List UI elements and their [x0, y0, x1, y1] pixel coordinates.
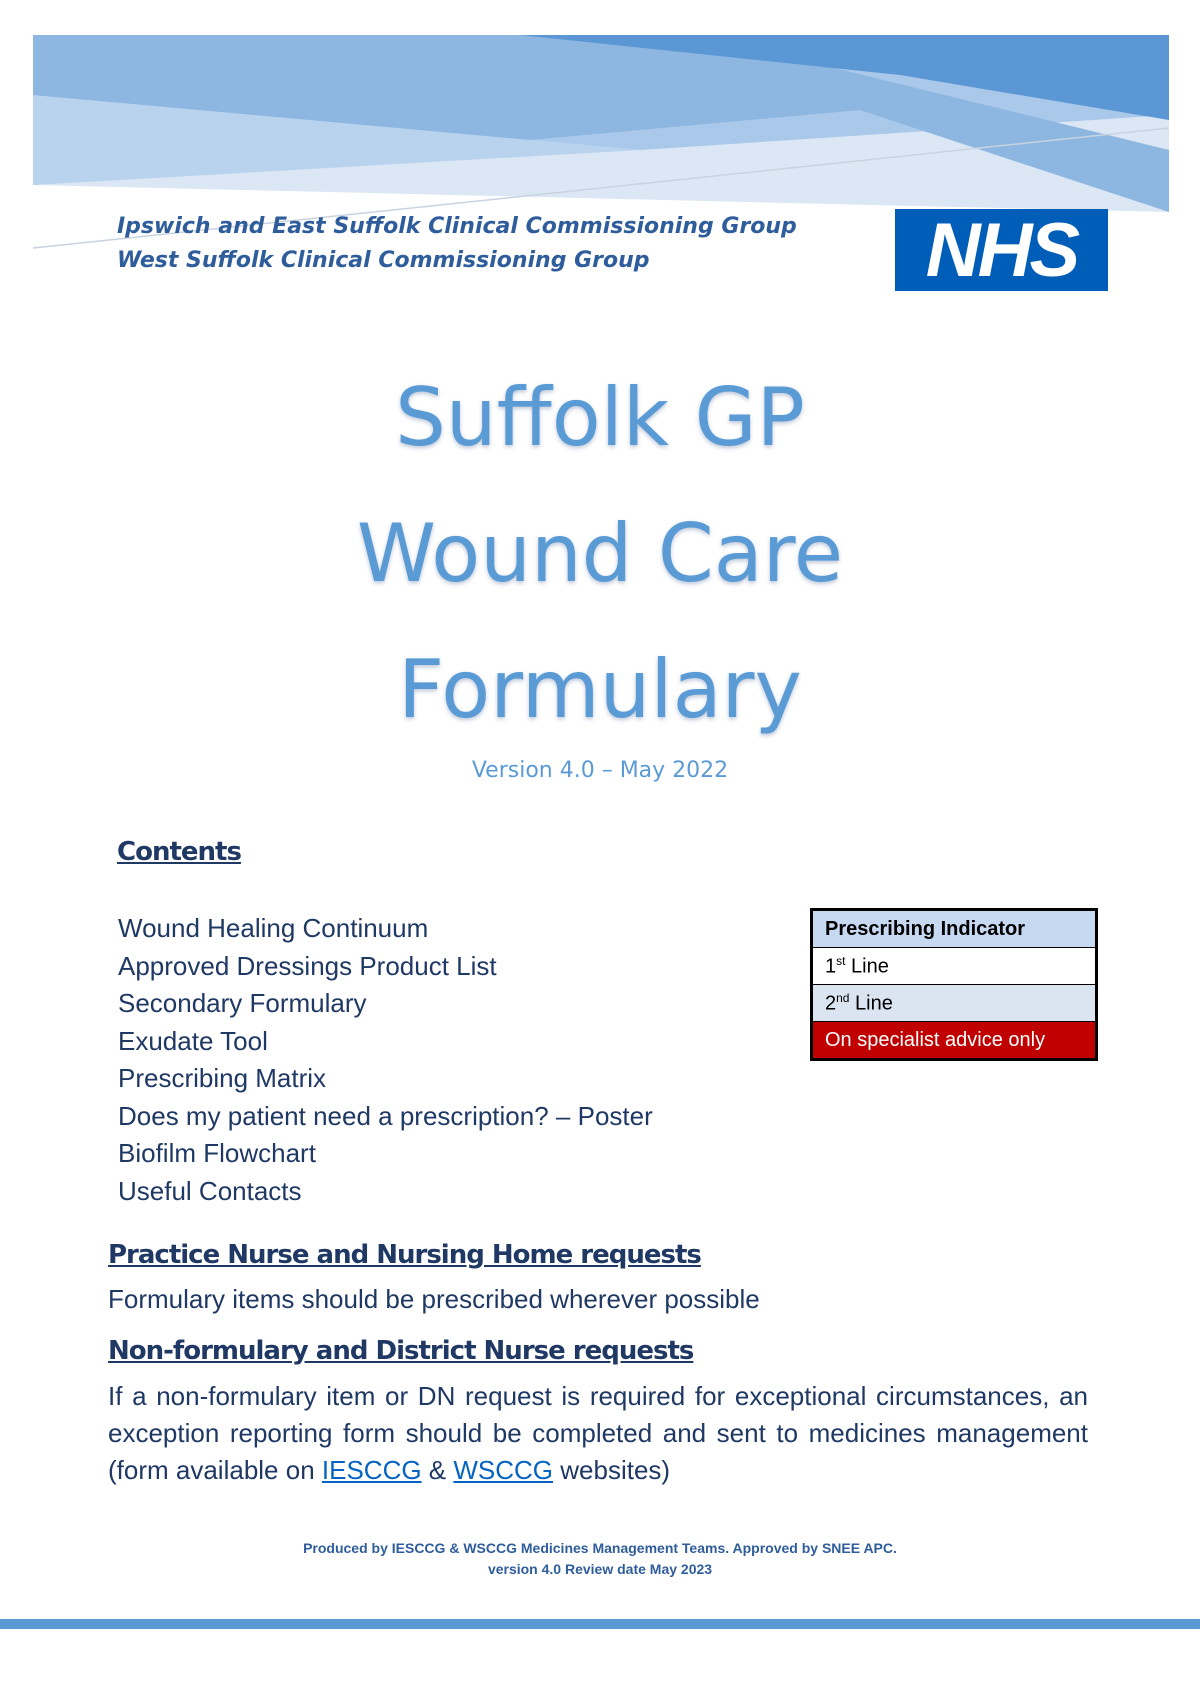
- first-line-number: 1: [825, 955, 837, 978]
- contents-heading: Contents: [117, 837, 241, 867]
- iesccg-link[interactable]: IESCCG: [321, 1455, 422, 1485]
- indicator-header: Prescribing Indicator: [812, 910, 1097, 948]
- indicator-second-line: [812, 985, 1097, 1022]
- footer: [0, 1538, 1200, 1580]
- contents-item: Useful Contacts: [118, 1175, 302, 1206]
- second-line-number: 2: [825, 992, 837, 1015]
- contents-list: [118, 910, 653, 1210]
- title-line-2: Wound Care: [356, 507, 844, 600]
- indicator-first-line-row: [812, 948, 1097, 985]
- non-formulary-text: [108, 1378, 1088, 1489]
- indicator-header-row: [812, 910, 1097, 948]
- non-formulary-heading: Non-formulary and District Nurse requests: [108, 1336, 694, 1366]
- first-line-text: Line: [845, 955, 889, 978]
- wsccg-link[interactable]: WSCCG: [453, 1455, 554, 1485]
- prescribing-indicator-table: [810, 908, 1098, 1061]
- contents-item: Exudate Tool: [118, 1025, 268, 1056]
- footer-review-date: version 4.0 Review date May 2023: [487, 1561, 713, 1577]
- indicator-specialist: On specialist advice only: [812, 1022, 1097, 1060]
- version-label: Version 4.0 – May 2022: [471, 758, 729, 783]
- contents-item: Does my patient need a prescription? – Poster: [118, 1100, 653, 1131]
- second-line-suffix: nd: [836, 990, 850, 1005]
- footer-produced-by: Produced by IESCCG & WSCCG Medicines Management Teams. Approved by SNEE APC.: [303, 1540, 897, 1556]
- contents-item: Biofilm Flowchart: [118, 1138, 316, 1168]
- title-line-1: Suffolk GP: [395, 371, 805, 464]
- indicator-first-line: [812, 948, 1097, 985]
- second-line-text: Line: [849, 992, 893, 1015]
- non-formulary-text-after: websites): [553, 1455, 671, 1485]
- footer-divider: [0, 1619, 1200, 1629]
- indicator-second-line-row: [812, 985, 1097, 1022]
- contents-item: Approved Dressings Product List: [118, 950, 497, 981]
- indicator-specialist-row: [812, 1022, 1097, 1060]
- first-line-suffix: st: [836, 953, 846, 968]
- non-formulary-text-before: If a non-formulary item or DN request is required for exceptional circumstances, an exception reporting form should be completed and sent to medicines management (form available on: [108, 1381, 1088, 1485]
- org-name-wsccg: West Suffolk Clinical Commissioning Group: [117, 248, 650, 273]
- nhs-logo: NHS: [895, 209, 1108, 291]
- org-name-iesccg: Ipswich and East Suffolk Clinical Commissioning Group: [117, 214, 797, 239]
- practice-nurse-text: Formulary items should be prescribed wherever possible: [108, 1284, 760, 1314]
- contents-item: Secondary Formulary: [118, 988, 367, 1018]
- contents-item: Prescribing Matrix: [118, 1063, 327, 1093]
- document-title: [0, 350, 1200, 758]
- link-separator: &: [421, 1455, 454, 1485]
- practice-nurse-heading: Practice Nurse and Nursing Home requests: [108, 1240, 701, 1270]
- organisation-names: [117, 210, 797, 278]
- title-line-3: Formulary: [398, 643, 802, 736]
- contents-item: Wound Healing Continuum: [118, 913, 429, 943]
